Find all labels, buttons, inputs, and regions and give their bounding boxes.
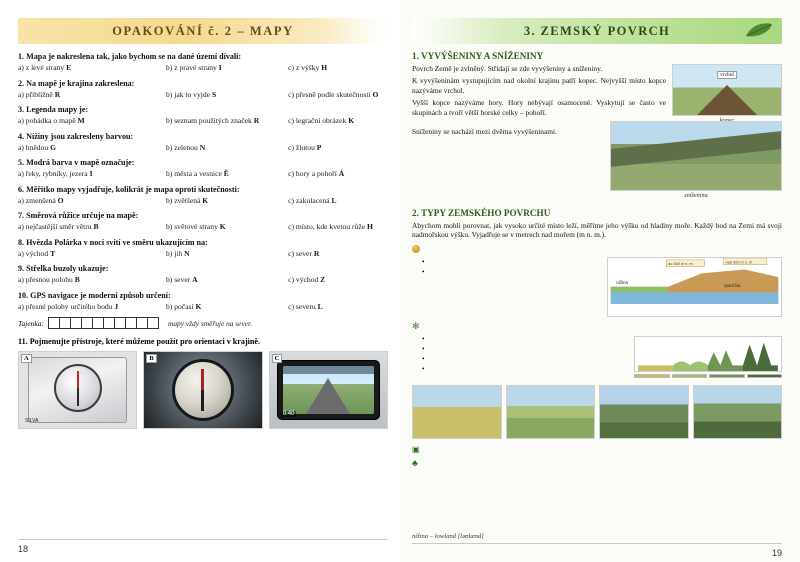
option-a[interactable]: a) východ T xyxy=(18,248,56,258)
tajenka-label: Tajenka: xyxy=(18,318,44,328)
photo-cell-vrchovina xyxy=(599,385,689,440)
question-text: Mapa je nakreslena tak, jako bychom se na dané území dívali: xyxy=(26,52,242,61)
question-number: 2. xyxy=(18,78,25,88)
exercise-2 xyxy=(412,321,782,330)
povrch-photo-row xyxy=(412,385,782,440)
option-a[interactable]: a) pohádka o mapě M xyxy=(18,116,85,125)
page-number-left: 18 xyxy=(18,544,29,554)
option-c[interactable]: c) legrační obrázek K xyxy=(288,116,355,125)
hornatina-photo xyxy=(693,385,783,439)
question-text: Střelka buzoly ukazuje: xyxy=(26,264,109,273)
question-title xyxy=(18,291,388,300)
diagram-vyskove-rozdily xyxy=(634,336,782,378)
question-11: 11. Pojmenujte přístroje, které můžeme použít pro orientaci v krajině. xyxy=(18,337,261,346)
question-options xyxy=(18,143,388,152)
legend-pahorkatina xyxy=(672,374,708,378)
option-a[interactable]: a) hnědou G xyxy=(18,142,56,152)
question-title xyxy=(18,264,388,273)
option-a[interactable]: a) řeky, rybníky, jezera I xyxy=(18,169,93,178)
question-number: 1. xyxy=(18,52,25,61)
question-text: Směrová růžice určuje na mapě: xyxy=(26,211,139,220)
option-b[interactable]: b) jih N xyxy=(166,248,190,258)
question-item xyxy=(18,238,388,258)
question-options xyxy=(18,302,388,311)
section-2-p1: Abychom mohli porovnat, jak vysoko určité místo leží, měříme jeho výšku od hladiny moře. Každý bod na Zemi má svoji nadmořskou výšku. Vyjadřuje se v metrech nad mořem (m n. m.). xyxy=(412,221,782,240)
question-title xyxy=(18,158,388,167)
vyskove-rozdily-profile xyxy=(634,336,782,372)
section-1-p1: Povrch Země je zvlněný. Střídají se zde vyvýšeniny a sníženiny. xyxy=(412,64,603,73)
right-banner-title: 3. ZEMSKÝ POVRCH xyxy=(523,23,671,38)
photo-label-a: A xyxy=(21,354,32,363)
question-text: GPS navigace je moderní způsob určení: xyxy=(30,290,171,300)
photo-cell-rovina xyxy=(412,385,502,440)
snizenina-photo xyxy=(610,121,782,191)
left-banner xyxy=(18,18,388,44)
option-b[interactable]: b) z pravé strany I xyxy=(166,63,222,72)
option-b[interactable]: b) jak to vyjde S xyxy=(166,89,217,99)
photo-a-buzola xyxy=(18,351,137,429)
option-c[interactable]: c) místo, kde kvetou růže H xyxy=(288,222,373,231)
snizenina-caption: sníženina xyxy=(684,192,708,199)
diagram-label-do300: do 300 m n. m. xyxy=(668,262,694,267)
question-item xyxy=(18,105,388,125)
option-c[interactable]: c) východ Z xyxy=(288,275,326,284)
diagram-nadmorska-vyska xyxy=(607,257,782,317)
vyskove-rozdily-legend xyxy=(634,374,782,378)
leaf-icon xyxy=(744,22,774,38)
section-2-heading: 2. TYPY ZEMSKÉHO POVRCHU xyxy=(412,208,551,218)
vyskove-rozdily-svg xyxy=(635,337,781,371)
page-number-right: 19 xyxy=(771,548,782,558)
question-item xyxy=(18,79,388,99)
tajenka-hint: mapy vždy směřuje na sever. xyxy=(167,318,252,328)
section-1-p2: K vyvýšeninám vystupujícím nad okolní krajinu patří kopec. Nejvyšší místo kopce nazýváme vrchol. xyxy=(412,76,666,95)
option-c[interactable]: c) žlutou P xyxy=(288,142,322,152)
kopec-photo xyxy=(672,64,782,116)
vrchovina-photo xyxy=(599,385,689,439)
question-text: Hvězda Polárka v noci svítí ve směru ukazujícím na: xyxy=(26,237,208,247)
diagram-label-nizina: nížina xyxy=(616,279,628,285)
option-c[interactable]: c) z výšky H xyxy=(288,63,328,72)
diagram-label-nad300: nad 300 m n. m. xyxy=(725,260,754,265)
option-b[interactable]: b) sever A xyxy=(166,275,198,284)
section-1-p4: Sníženiny se nachází mezi dvěma vyvýšeninami. xyxy=(412,127,557,136)
question-number: 5. xyxy=(18,158,25,167)
question-text: Modrá barva v mapě označuje: xyxy=(26,158,135,167)
photo-label-b: B xyxy=(146,354,156,363)
question-title xyxy=(18,79,388,88)
option-c[interactable]: c) přesně podle skutečnosti O xyxy=(288,89,379,99)
gps-navigace-icon xyxy=(270,352,387,428)
compass-brand-label: SILVA xyxy=(25,418,39,424)
question-number: 4. xyxy=(18,131,25,141)
option-b[interactable]: b) zvětšená K xyxy=(166,195,209,205)
option-a[interactable]: a) přesné polohy určitého bodu J xyxy=(18,301,119,311)
question-options xyxy=(18,90,388,99)
left-footer-rule xyxy=(18,539,388,540)
option-c[interactable]: c) zakulacená L xyxy=(288,195,337,205)
option-c[interactable]: c) sever R xyxy=(288,248,320,258)
legend-rovina xyxy=(634,374,670,378)
section-1-heading: 1. VYVÝŠENINY A SNÍŽENINY xyxy=(412,51,544,61)
exercise-3 xyxy=(412,444,782,454)
nadmorska-vyska-svg xyxy=(608,258,781,304)
tajenka-boxes[interactable] xyxy=(48,317,158,329)
question-options xyxy=(18,275,388,284)
question-number: 9. xyxy=(18,264,25,273)
question-list xyxy=(18,52,388,311)
question-text: Na mapě je krajina zakreslena: xyxy=(26,78,135,88)
photo-c-gps xyxy=(269,351,388,429)
option-b[interactable]: b) světové strany K xyxy=(166,222,226,231)
question-options xyxy=(18,222,388,231)
option-a[interactable]: a) nejčastější směr větru B xyxy=(18,222,99,231)
question-text: Měřítko mapy vyjadřuje, kolikrát je mapa oproti skutečnosti: xyxy=(26,184,240,194)
question-options xyxy=(18,196,388,205)
snizenina-figure xyxy=(610,121,782,199)
right-banner xyxy=(412,18,782,44)
question-item xyxy=(18,211,388,231)
question-number: 7. xyxy=(18,211,25,220)
kopec-figure xyxy=(672,64,782,124)
dot-bullet-icon xyxy=(412,245,420,253)
right-page xyxy=(400,0,800,562)
option-a[interactable]: a) přibližně R xyxy=(18,89,61,99)
question-item xyxy=(18,264,388,284)
photo-cell-hornatina xyxy=(693,385,783,440)
question-title xyxy=(18,211,388,220)
question-number: 3. xyxy=(18,105,25,114)
gps-speed-value: 0.40 xyxy=(282,411,295,418)
question-title xyxy=(18,185,388,194)
question-number: 8. xyxy=(18,237,25,247)
kompas-compass-icon xyxy=(144,352,261,428)
tajenka-row xyxy=(18,317,388,329)
option-a[interactable]: a) z levé strany E xyxy=(18,63,72,72)
buzola-plate-compass-icon xyxy=(19,352,136,428)
star-bullet-icon: ✻ xyxy=(412,320,420,331)
question-title xyxy=(18,105,388,114)
option-b[interactable]: b) seznam použitých značek R xyxy=(166,116,260,125)
diagram-label-vysocina: vysočina xyxy=(723,282,741,288)
left-banner-title: OPAKOVÁNÍ č. 2 – MAPY xyxy=(112,23,294,38)
option-a[interactable]: a) zmenšená O xyxy=(18,195,64,205)
question-text: Nížiny jsou zakresleny barvou: xyxy=(26,131,134,141)
legend-hornatina xyxy=(747,374,783,378)
question-item xyxy=(18,185,388,205)
section-1-p3: Vyšší kopce nazýváme hory. Hory nebývají osamocené. Vyskytují se často ve skupinách a tvoří větší horské celky – pohoří. xyxy=(412,98,666,117)
tree-bullet-icon: ♣ xyxy=(412,457,418,468)
photo-b-kompas xyxy=(143,351,262,429)
option-b[interactable]: b) města a vesnice Ě xyxy=(166,169,229,178)
question-title xyxy=(18,52,388,61)
question-options xyxy=(18,116,388,125)
rovina-photo xyxy=(412,385,502,439)
photo-label-c: C xyxy=(272,354,283,363)
vrchol-tag: vrchol xyxy=(717,71,737,79)
option-c[interactable]: c) hory a pohoří Á xyxy=(288,169,345,178)
question-item xyxy=(18,132,388,152)
question-item xyxy=(18,158,388,178)
photo-cell-pahorkatina xyxy=(506,385,596,440)
question-number: 6. xyxy=(18,184,25,194)
exercise-4 xyxy=(412,458,782,467)
option-a[interactable]: a) přesnou polohu B xyxy=(18,275,80,284)
question-item xyxy=(18,291,388,311)
legend-vrchovina xyxy=(709,374,745,378)
option-b[interactable]: b) zelenou N xyxy=(166,142,206,152)
option-c[interactable]: c) severu L xyxy=(288,301,323,311)
question-options xyxy=(18,63,388,72)
question-number: 10. xyxy=(18,290,29,300)
question-item xyxy=(18,52,388,72)
pahorkatina-photo xyxy=(506,385,596,439)
question-text: Legenda mapy je: xyxy=(26,105,89,114)
instrument-photo-row xyxy=(18,351,388,429)
question-options xyxy=(18,249,388,258)
option-b[interactable]: b) počasí K xyxy=(166,301,202,311)
footnote-vocab: nížina – lowland [ləʊlænd] xyxy=(412,533,484,540)
question-title xyxy=(18,132,388,141)
tajenka-box[interactable] xyxy=(147,317,159,329)
question-title xyxy=(18,238,388,247)
right-footer-rule xyxy=(412,543,782,544)
question-options xyxy=(18,169,388,178)
exercise-1 xyxy=(412,244,782,253)
camera-bullet-icon: ▣ xyxy=(412,444,420,454)
